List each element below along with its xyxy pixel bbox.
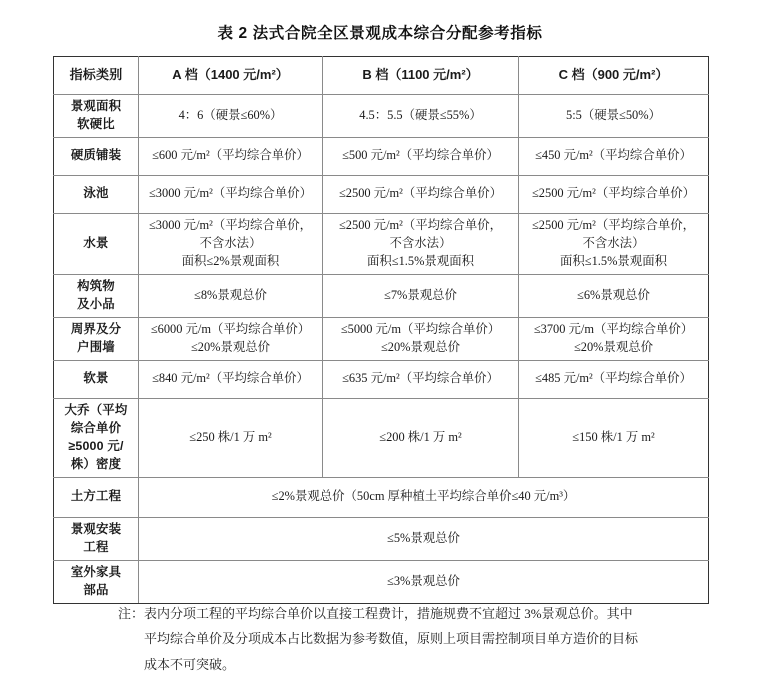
cell-grade-b: ≤7%景观总价 <box>323 274 519 317</box>
cell-grade-b: ≤635 元/m²（平均综合单价） <box>323 360 519 398</box>
cell-merged-earthwork: ≤2%景观总价（50cm 厚种植土平均综合单价≤40 元/m³） <box>139 477 709 517</box>
row-label-structures-and-features: 构筑物 及小品 <box>54 274 139 317</box>
table-row <box>54 274 709 317</box>
cell-grade-c: ≤6%景观总价 <box>519 274 709 317</box>
page-title: 表 2 法式合院全区景观成本综合分配参考指标 <box>217 25 543 42</box>
cell-grade-a: ≤6000 元/m（平均综合单价） ≤20%景观总价 <box>139 317 323 360</box>
footnote-line-3: 成本不可突破。 <box>144 656 236 672</box>
row-label-outdoor-furniture: 室外家具 部品 <box>54 560 139 603</box>
cell-merged-landscape-installation: ≤5%景观总价 <box>139 517 709 560</box>
table-row <box>54 477 709 517</box>
column-header-grade-a: A 档（1400 元/m²） <box>139 57 323 95</box>
cell-grade-c: ≤450 元/m²（平均综合单价） <box>519 137 709 175</box>
column-header-grade-b: B 档（1100 元/m²） <box>323 57 519 95</box>
table-row <box>54 360 709 398</box>
row-label-swimming-pool: 泳池 <box>54 175 139 213</box>
table-row <box>54 95 709 138</box>
row-label-large-tree-density: 大乔（平均 综合单价 ≥5000 元/ 株）密度 <box>54 398 139 477</box>
cell-grade-b: ≤5000 元/m（平均综合单价） ≤20%景观总价 <box>323 317 519 360</box>
column-header-label: 指标类别 <box>54 57 139 95</box>
cell-grade-a: ≤250 株/1 万 m² <box>139 398 323 477</box>
row-label-waterscape: 水景 <box>54 213 139 274</box>
table-row <box>54 398 709 477</box>
cell-grade-b: ≤200 株/1 万 m² <box>323 398 519 477</box>
cell-grade-a: ≤600 元/m²（平均综合单价） <box>139 137 323 175</box>
cell-grade-c: ≤150 株/1 万 m² <box>519 398 709 477</box>
cell-grade-c: ≤485 元/m²（平均综合单价） <box>519 360 709 398</box>
cell-grade-a: ≤3000 元/m²（平均综合单价， 不含水法） 面积≤2%景观面积 <box>139 213 323 274</box>
cell-grade-c: ≤2500 元/m²（平均综合单价， 不含水法） 面积≤1.5%景观面积 <box>519 213 709 274</box>
row-label-earthwork: 土方工程 <box>54 477 139 517</box>
cell-grade-a: ≤840 元/m²（平均综合单价） <box>139 360 323 398</box>
cell-merged-outdoor-furniture: ≤3%景观总价 <box>139 560 709 603</box>
cell-grade-b: ≤500 元/m²（平均综合单价） <box>323 137 519 175</box>
row-label-perimeter-and-household-walls: 周界及分 户围墙 <box>54 317 139 360</box>
table-row <box>54 213 709 274</box>
table-row <box>54 317 709 360</box>
table-row <box>54 560 709 603</box>
landscape-cost-table <box>53 56 709 604</box>
cell-grade-a: ≤8%景观总价 <box>139 274 323 317</box>
footnote-line-2: 平均综合单价及分项成本占比数据为参考数值，原则上项目需控制项目单方造价的目标 <box>144 631 639 647</box>
cell-grade-c: 5:5（硬景≤50%） <box>519 95 709 138</box>
row-label-hard-paving: 硬质铺装 <box>54 137 139 175</box>
row-label-landscape-installation: 景观安装 工程 <box>54 517 139 560</box>
cell-grade-a: ≤3000 元/m²（平均综合单价） <box>139 175 323 213</box>
cell-grade-b: ≤2500 元/m²（平均综合单价） <box>323 175 519 213</box>
table-footnote <box>118 601 718 677</box>
row-label-landscape-area-ratio: 景观面积 软硬比 <box>54 95 139 138</box>
cell-grade-b: 4.5：5.5（硬景≤55%） <box>323 95 519 138</box>
cell-grade-b: ≤2500 元/m²（平均综合单价， 不含水法） 面积≤1.5%景观面积 <box>323 213 519 274</box>
table-row <box>54 175 709 213</box>
footnote-line-1: 注：表内分项工程的平均综合单价以直接工程费计，措施规费不宜超过 3%景观总价。其中 <box>118 606 633 621</box>
cell-grade-c: ≤3700 元/m（平均综合单价） ≤20%景观总价 <box>519 317 709 360</box>
spec-table-container <box>53 56 708 604</box>
table-row <box>54 517 709 560</box>
cell-grade-c: ≤2500 元/m²（平均综合单价） <box>519 175 709 213</box>
table-header-row <box>54 57 709 95</box>
cell-grade-a: 4：6（硬景≤60%） <box>139 95 323 138</box>
table-row <box>54 137 709 175</box>
column-header-grade-c: C 档（900 元/m²） <box>519 57 709 95</box>
row-label-softscape: 软景 <box>54 360 139 398</box>
